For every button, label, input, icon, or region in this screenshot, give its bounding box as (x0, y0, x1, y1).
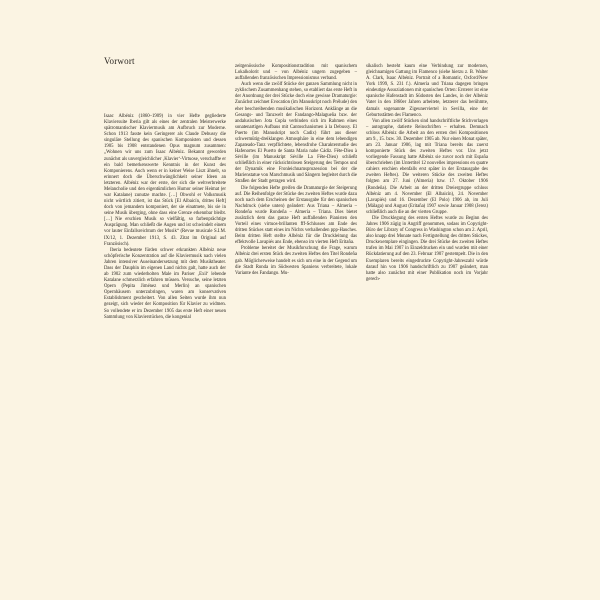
paragraph: Von allen zwölf Stücken sind handschriftliche Stichvorlagen – autographe, datierte Reinschriften – erhalten. Demnach schloss Albéniz die Arbeit an den ersten drei Kompositionen am 9., 15. bzw. 30. Dezember 1905 ab. Nur einen Monat später, am 23. Januar 1906, lag mit Triana bereits das zuerst komponierte Stück des zweiten Heftes vor. Uns jetzt vorliegende Fassung hatte Albéniz sie zuvor noch mit España überschrieben (im Untertitel 12 nouvelles impressions en quatre cahiers erschien ebenfalls erst später in der Erstausgabe des zweiten Heftes). Die weiteren Stücke des zweiten Heftes folgten am 27. Juni (Almería) bzw. 17. Oktober 1906 (Rondeña). Die Arbeit an der dritten Dreiergruppe schloss Albéniz am 4. November (El Albaicín), 24. November (Lavapiés) und 16. Dezember (El Polo) 1906 ab, im Juli (Málaga) und August (Eritaña) 1907 sowie Januar 1908 (Jerez) schließlich auch die an der vierten Gruppe. (366, 118, 488, 215)
text-column-2 (235, 64, 357, 277)
paragraph: Auch wenn die zwölf Stücke der ganzen Sammlung nicht in zyklischem Zusammenhang stehen, so etabliert das erste Heft in der Anordnung der drei Stücke doch eine gewisse Dramaturgie: Zunächst zeichnet Evocation (im Manuskript noch Prélude) den eher beschreibenden musikalischen Horizont. Anklänge an die Gesangs- und Tanzwelt der Fandango-Malagueña bzw. der andalusischen Jota Copla verbinden sich im Rahmen eines sonatenartigen Aufbaus mit Cantoschanismen à la Debussy. El Puerto (im Manuskript noch Cadix) führt aus dieser schwermütig-dreiklangen Atmosphäre in eine dem lebendigen Zapateado-Tanz verpflichtete, lebensfrohe Charakterstudie des Hafenortes El Puerto de Santa Maria nahe Cádiz. Fête-Dieu à Séville (im Manuskript Séville La Fête-Dieu) schließt schließlich in einer rücksichtslosen Steigerung des Tempos und der Dynamik eine Fronleichnamsprozession bei der die Marienstatue von Marschmusik und Sängern begleitet durch die Straßen der Stadt getragen wird. (235, 82, 358, 185)
text-column-1 (104, 114, 226, 321)
text-column-3 (366, 64, 488, 283)
page-title: Vorwort (104, 56, 135, 66)
paragraph: zeitgenössische Kompositionstradition mit spanischem Lokalkolorit und – von Albéniz ungern zugegeben – auffallenden französischen Impressionismus verband. (235, 64, 357, 82)
paragraph: Die folgenden Hefte greifen die Dramaturgie der Steigerung auf. Die Reihenfolge der Stücke des zweiten Heftes wurde dazu noch nach dem Erscheinen der Erstausgabe für den spanischen Nachdruck (siehe unten) geändert: Aus Triana – Almería – Rondeña wurde Rondeña – Almería – Triana. Dies bietet zusätzlich dem das ganze Heft auffallenden Pianisten den Vorteil eines virtuos-brillanten fff-Schlusses am Ende des dritten Stückes statt eines im Nichts verhallenden ppp-Hauches. Beim dritten Heft stellte Albéniz für die Druckleitung das effektvolle Lavapiés ans Ende, ebenso im vierten Heft Eritaña. (235, 185, 357, 246)
paragraph: Probleme bereitet der Musikforschung die Frage, warum Albéniz drei ersten Stück des zweiten Heftes den Titel Rondeña gab. Möglicherweise handelt es sich um eine in der Gegend um die Stadt Ronda im Südwesten Spaniens verbreitete, lokale Variante des Fandango. Mu- (235, 246, 357, 276)
paragraph: Iberia bedeutete fürden schwer erkrankten Albéniz neue schöpferische Konzentration auf die Klaviermusik nach vielen Jahren intensiver Auseinandersetzung mit dem Musiktheater. Dass der Dauphin im eigenen Land nichts galt, hatte auch der ab 1902 zum wiederholten Male im Pariser ‚Exil‘ lebende Katalane schmerzlich erfahren müssen. Versuche, seine letzten Opern (Pepita Jiménez und Merlin) an spanischen Opernhäusern unterzubringen, waren am konservativen Establishment gescheitert. Von allen Seiten wurde ihm nun gezeigt, sich wieder der Komposition für Klavier zu widmen. So vollendete er im Dezember 1905 das erste Heft einer neuen Sammlung von Klavierstücken, die kongenial (104, 247, 226, 320)
paragraph: Die Drucklegung des ersten Heftes wurde zu Beginn des Jahres 1906 zügig in Angriff genommen, sodass im Copyright-Büro der Library of Congress in Washington schon am 2. April, also knapp drei Monate nach Fertigstellung des dritten Stückes, Druckexemplare eingingen. Die drei Stücke des zweiten Heftes trafen im Mai 1907 in Einzeldrucken ein und wurden mit einer Rückdatierung auf den 23. Februar 1907 gestempelt. Die in den Exemplaren bereits eingedruckte Copyright-Jahreszahl würde darauf hin von 1906 handschriftlich zu 1907 geändert, man hatte also zunächst mit einer Publikation noch im Vorjahr gerech- (366, 215, 488, 282)
paragraph: sikalisch besteht kaum eine Verbindung zur modernen, gleichnamigen Gattung im Flamenco (siehe hierzu z. B. Walter A. Clark, Isaac Albéniz. Portrait of a Romantic, Oxford/New York 1999, S. 231 f.). Almería und Triana dagegen bringen eindeutige Assoziationen mit spanischen Orten: Ersterer ist eine spanische Hafenstadt im Südosten des Landes, in der Albéniz Vater in den 1860er Jahren arbeitete, letzterer das berühmte, damals sogenannte Zigeunerviertel in Sevilla, eine der Geburtsstätten des Flamenco. (366, 64, 488, 118)
paragraph: Isaac Albéniz (1860–1909) in vier Hefte gegliederte Klaviersuite Iberia gilt als eines der zentralen Meisterwerke spätromantischer Klaviermusik am Aufbruch zur Moderne. Schon 1913 fasste kein Geringerer als Claude Debussy die singuläre Stellung des spanischen Komponisten und dessen 1905 bis 1908 entstandenen Opus magnum zusammen: „Wohnen wir uns zum Isaac Albéniz. Bekannt geworden zunächst als unvergleichlicher ‚Klavier‘-Virtuose, verschaffte er ein bald bemerkenswerte Kenntnis in der Kunst des Komponierens. Auch wenn er in keiner Weise Liszt ähnelt, so erinnert doch die Überschwänglichkeit seiner Ideen an letzteren. Albéniz war der erste, der sich die weltverbreitete Melancholie und den eigentümlichen Humor seiner Heimat (er war Katalane) zunutze machte. […] Obwohl er Volksmusik nicht wörtlich zitiert, ist das Stück [El Albaicín, drittes Heft] doch von jemandem komponiert, der sie einatmete, bis sie in seine Musik überging, ohne dass eine Grenze erkennbar bleibt. […] Nie erschien Musik so vielfältig, so farbenprächtige Ausprägung. Man schließt die Augen und ist schwindelt einem vor lauter Einfallsreichtum der Musik“ (Revue musicale S.I.M. IX/12, 1. Dezember 1913, S. 43. Zitat im Original auf Französisch). (104, 114, 226, 247)
